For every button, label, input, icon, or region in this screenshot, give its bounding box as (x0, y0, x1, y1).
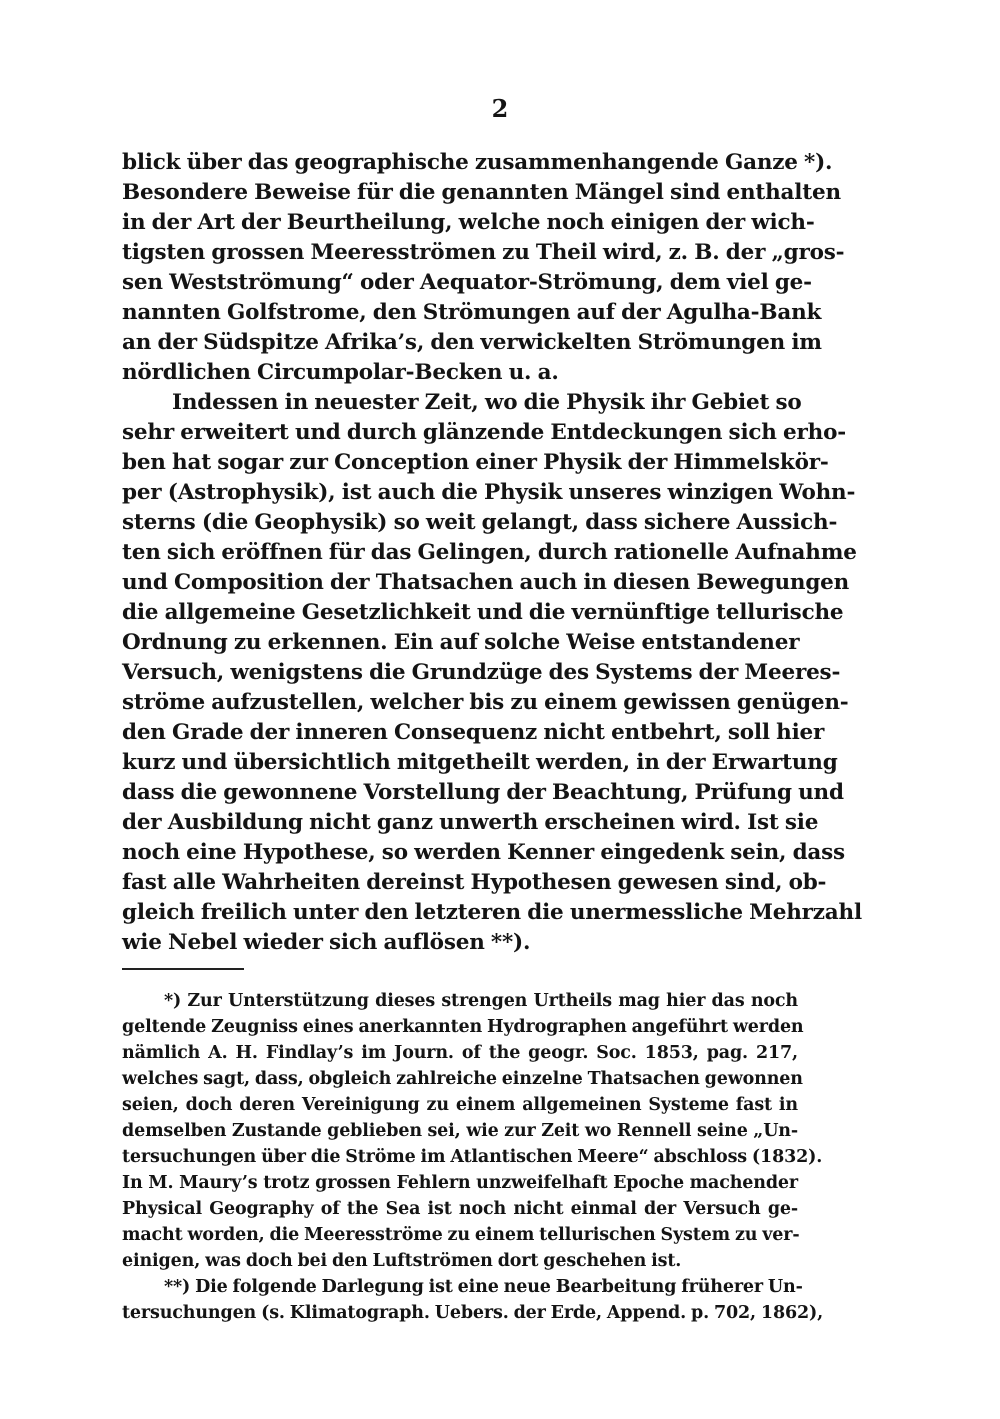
footnote-line: **) Die folgende Darlegung ist eine neue Bearbeitung früherer Un- (164, 1277, 803, 1297)
text-line: nannten Golfstrome, den Strömungen auf der Agulha-Bank (122, 300, 822, 325)
text-line: wie Nebel wieder sich auflösen **). (122, 930, 531, 955)
footnote-line: tersuchungen (s. Klimatograph. Uebers. der Erde, Append. p. 702, 1862), (122, 1303, 824, 1323)
footnote-line: demselben Zustande geblieben sei, wie zur Zeit wo Rennell seine „Un- (122, 1121, 798, 1141)
text-line: gleich freilich unter den letzteren die unermessliche Mehrzahl (122, 900, 862, 925)
text-line: und Composition der Thatsachen auch in diesen Bewegungen (122, 570, 850, 595)
footnote-line: geltende Zeugniss eines anerkannten Hydrographen angeführt werden (122, 1017, 804, 1037)
text-line: sehr erweitert und durch glänzende Entdeckungen sich erho- (122, 420, 846, 445)
text-line: nördlichen Circumpolar-Becken u. a. (122, 360, 559, 385)
text-line: dass die gewonnene Vorstellung der Beachtung, Prüfung und (122, 780, 844, 805)
footnote-line: In M. Maury’s trotz grossen Fehlern unzweifelhaft Epoche machender (122, 1173, 798, 1193)
text-line: ten sich eröffnen für das Gelingen, durch rationelle Aufnahme (122, 540, 857, 565)
text-line: den Grade der inneren Consequenz nicht entbehrt, soll hier (122, 720, 825, 745)
footnote-line: einigen, was doch bei den Luftströmen dort geschehen ist. (122, 1251, 682, 1271)
footnote-line: seien, doch deren Vereinigung zu einem allgemeinen Systeme fast in (122, 1095, 798, 1115)
text-line: sen Westströmung“ oder Aequator-Strömung, dem viel ge- (122, 270, 812, 295)
text-line: noch eine Hypothese, so werden Kenner eingedenk sein, dass (122, 840, 845, 865)
text-line: sterns (die Geophysik) so weit gelangt, dass sichere Aussich- (122, 510, 838, 535)
footnote-line: welches sagt, dass, obgleich zahlreiche einzelne Thatsachen gewonnen (122, 1069, 803, 1089)
text-line: Besondere Beweise für die genannten Mängel sind enthalten (122, 180, 841, 205)
footnote-line: Physical Geography of the Sea ist noch nicht einmal der Versuch ge- (122, 1199, 798, 1219)
footnote-line: nämlich A. H. Findlay’s im Journ. of the geogr. Soc. 1853, pag. 217, (122, 1043, 798, 1063)
footnotes (122, 988, 824, 1326)
footnote-line: tersuchungen über die Ströme im Atlantischen Meere“ abschloss (1832). (122, 1147, 823, 1167)
main-text (122, 148, 862, 958)
text-line: in der Art der Beurtheilung, welche noch einigen der wich- (122, 210, 815, 235)
text-line: ben hat sogar zur Conception einer Physik der Himmelskör- (122, 450, 829, 475)
page-number: 2 (491, 94, 509, 123)
text-line: an der Südspitze Afrika’s, den verwickelten Strömungen im (122, 330, 822, 355)
footnote-divider (122, 968, 244, 970)
footnote-line: *) Zur Unterstützung dieses strengen Urtheils mag hier das noch (164, 991, 798, 1011)
text-line: Indessen in neuester Zeit, wo die Physik ihr Gebiet so (172, 390, 802, 415)
text-line: die allgemeine Gesetzlichkeit und die vernünftige tellurische (122, 600, 844, 625)
text-line: fast alle Wahrheiten dereinst Hypothesen gewesen sind, ob- (122, 870, 827, 895)
text-line: Ordnung zu erkennen. Ein auf solche Weise entstandener (122, 630, 800, 655)
text-line: tigsten grossen Meeresströmen zu Theil wird, z. B. der „gros- (122, 240, 845, 265)
text-line: kurz und übersichtlich mitgetheilt werden, in der Erwartung (122, 750, 838, 775)
footnote-line: macht worden, die Meeresströme zu einem tellurischen System zu ver- (122, 1225, 800, 1245)
text-line: ströme aufzustellen, welcher bis zu einem gewissen genügen- (122, 690, 849, 715)
text-line: per (Astrophysik), ist auch die Physik unseres winzigen Wohn- (122, 480, 856, 505)
text-line: der Ausbildung nicht ganz unwerth erscheinen wird. Ist sie (122, 810, 819, 835)
text-line: blick über das geographische zusammenhangende Ganze *). (122, 150, 833, 175)
text-line: Versuch, wenigstens die Grundzüge des Systems der Meeres- (122, 660, 841, 685)
